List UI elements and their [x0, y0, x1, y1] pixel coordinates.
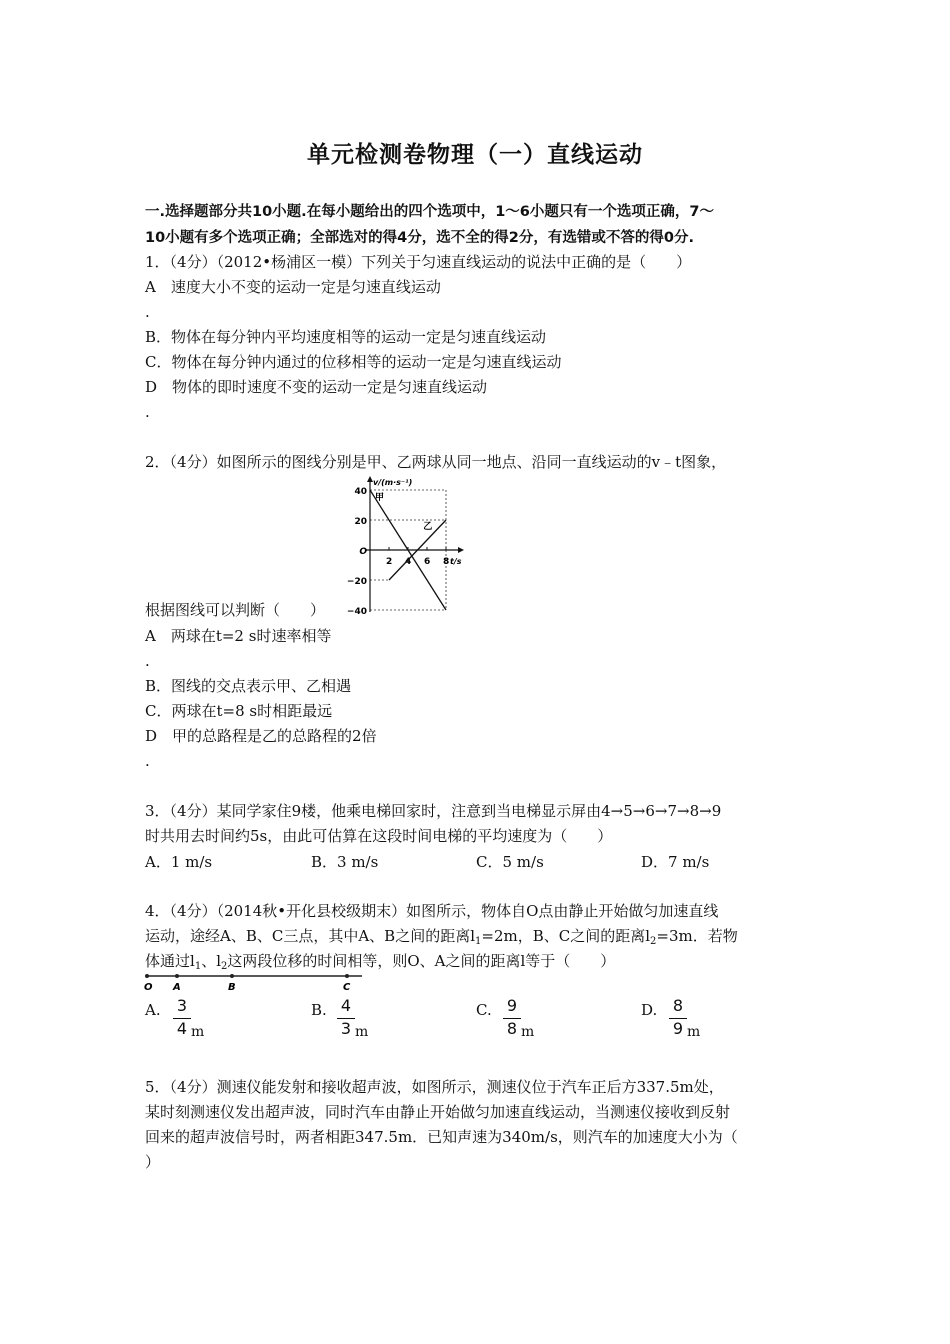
q3-option-b: B．3 m/s — [311, 853, 379, 871]
x-tick-label-1: 4 — [405, 557, 412, 567]
q2-option-b: B．图线的交点表示甲、乙相遇 — [145, 677, 352, 695]
q5-stem-line1: 5．（4分）测速仪能发射和接收超声波，如图所示，测速仪位于汽车正后方337.5m处， — [145, 1078, 724, 1096]
vt-graph — [340, 474, 470, 616]
q1-option-c: C．物体在每分钟内通过的位移相等的运动一定是匀速直线运动 — [145, 353, 562, 371]
x-tick-label-2: 6 — [424, 557, 431, 567]
q5-stem-line2: 某时刻测速仪发出超声波，同时汽车由静止开始做匀加速直线运动，当测速仪接收到反射 — [145, 1103, 731, 1121]
series-label-yi: 乙 — [423, 522, 433, 532]
point-b-label: B — [228, 982, 236, 993]
q5-stem-line4: ） — [145, 1153, 161, 1171]
q2-option-d-dot: . — [145, 752, 150, 770]
q1-option-b: B．物体在每分钟内平均速度相等的运动一定是匀速直线运动 — [145, 328, 547, 346]
y-tick-label-3: −20 — [346, 577, 367, 587]
q2-option-c: C．两球在t=8 s时相距最远 — [145, 702, 333, 720]
q2-option-d: D 甲的总路程是乙的总路程的2倍 — [145, 727, 377, 745]
q2-stem-continued: 根据图线可以判断（ ） — [145, 601, 326, 619]
q4-stem-line2: 运动，途经A、B、C三点，其中A、B之间的距离$l_1=2m$，B、C之间的距离$l_2=3m$．若物 — [145, 927, 738, 947]
section-instructions-line2: 10小题有多个选项正确；全部选对的得4分，选不全的得2分，有选错或不答的得0分. — [145, 230, 694, 246]
page-title: 单元检测卷物理（一）直线运动 — [307, 142, 643, 168]
q2-option-a: A 两球在t=2 s时速率相等 — [145, 627, 332, 645]
y-axis-label: v/(m·s⁻¹) — [373, 478, 413, 487]
section-instructions-line1: 一.选择题部分共10小题.在每小题给出的四个选项中，1～6小题只有一个选项正确，7～ — [145, 204, 714, 220]
q1-option-a: A 速度大小不变的运动一定是匀速直线运动 — [145, 278, 441, 296]
q3-option-c: C．5 m/s — [476, 853, 544, 871]
q1-stem: 1．（4分）（2012•杨浦区一模）下列关于匀速直线运动的说法中正确的是（ ） — [145, 253, 692, 271]
q4-stem-line3: 体通过$l_1$、$l_2$这两段位移的时间相等，则O、A之间的距离l等于（ ） — [145, 952, 616, 972]
point-a-label: A — [173, 982, 181, 993]
y-tick-label-1: 20 — [354, 517, 367, 527]
q1-option-d: D 物体的即时速度不变的运动一定是匀速直线运动 — [145, 378, 488, 396]
y-tick-label-0: 40 — [354, 487, 367, 497]
y-tick-label-4: −40 — [346, 607, 367, 616]
q5-stem-line3: 回来的超声波信号时，两者相距347.5m．已知声速为340m/s，则汽车的加速度大小为（ — [145, 1128, 738, 1146]
series-label-jia: 甲 — [375, 493, 385, 503]
q3-stem-line1: 3．（4分）某同学家住9楼，他乘电梯回家时，注意到当电梯显示屏由4→5→6→7→8→9 — [145, 802, 722, 820]
q2-option-a-dot: . — [145, 652, 150, 670]
q3-option-a: A．1 m/s — [145, 853, 213, 871]
oabc-line-figure — [140, 970, 370, 994]
q4-stem-line1: 4．（4分）（2014秋•开化县校级期末）如图所示，物体自O点由静止开始做匀加速直线 — [145, 902, 719, 920]
q3-stem-line2: 时共用去时间约5s，由此可估算在这段时间电梯的平均速度为（ ） — [145, 827, 613, 845]
point-o-label: O — [144, 982, 153, 993]
q1-option-d-dot: . — [145, 403, 150, 421]
point-c-label: C — [343, 982, 351, 993]
q2-stem: 2．（4分）如图所示的图线分别是甲、乙两球从同一地点、沿同一直线运动的v﹣t图象， — [145, 453, 727, 471]
x-axis-label: t/s — [450, 557, 462, 566]
q3-option-d: D．7 m/s — [641, 853, 710, 871]
y-tick-label-2: O — [359, 547, 367, 557]
x-tick-label-3: 8 — [443, 557, 450, 567]
x-axis-arrow — [458, 547, 464, 553]
x-tick-label-0: 2 — [386, 557, 393, 567]
q1-option-a-dot: . — [145, 303, 150, 321]
